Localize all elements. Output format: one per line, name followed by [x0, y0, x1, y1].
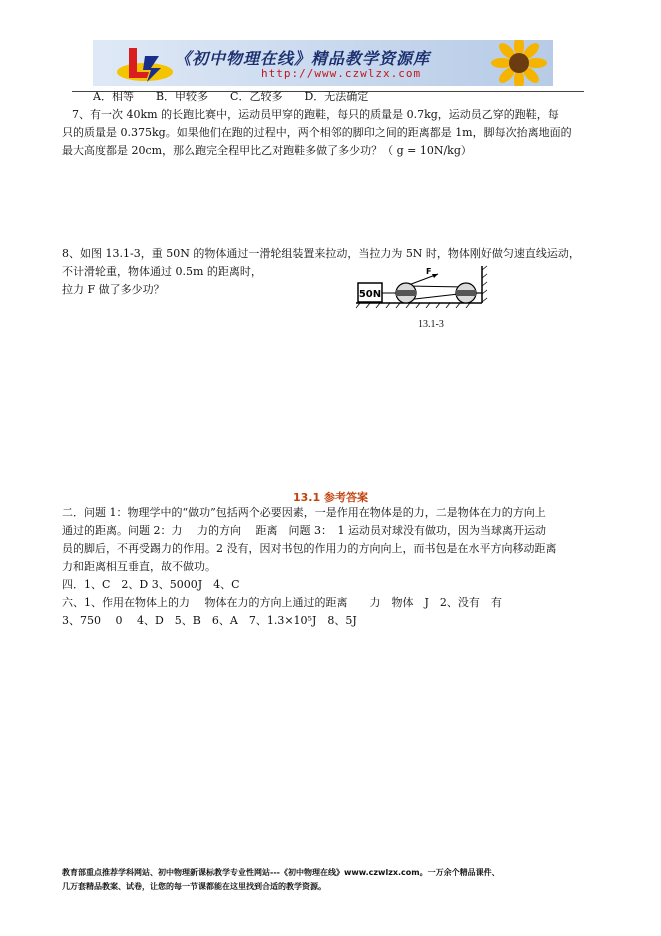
question-7-line: 只的质量是 0.375kg。如果他们在跑的过程中，两个相邻的脚印之间的距离都是 1m，脚每次抬离地面的: [62, 126, 572, 139]
answer-line: 通过的距离。问题 2：力 力的方向 距离 问题 3： 1 运动员对球没有做功，因为当球离开运动: [62, 524, 546, 537]
question-7-line: 最大高度都是 20cm，那么跑完全程甲比乙对跑鞋多做了多少功？（ g = 10N/kg）: [62, 144, 472, 157]
force-label: F: [426, 267, 432, 276]
logo-icon: [115, 42, 175, 86]
movable-pulley: [396, 283, 416, 303]
question-8-line: 不计滑轮重，物体通过 0.5m 的距离时，: [62, 265, 262, 278]
fixed-pulley: [456, 283, 476, 303]
banner-url[interactable]: http://www.czwlzx.com: [261, 67, 422, 80]
footer-line: 几万套精品教案、试卷，让您的每一节课都能在这里找到合适的教学资源。: [62, 882, 326, 891]
figure-caption: 13.1-3: [418, 319, 444, 330]
answer-line: 3、750 0 4、D 5、B 6、A 7、1.3×10⁵J 8、5J: [62, 614, 357, 627]
answer-line: 二．问题 1：物理学中的“做功”包括两个必要因素，一是作用在物体是的力，二是物体在力的方向上: [62, 506, 546, 519]
answer-line: 员的脚后，不再受踢力的作用。2 没有，因对书包的作用力的方向向上，而书包是在水平方向移动距离: [62, 542, 557, 555]
answer-line: 力和距离相互垂直，故不做功。: [62, 560, 216, 573]
pulley-figure: [356, 262, 492, 312]
answers-body: [62, 504, 557, 630]
header-banner: [93, 40, 553, 86]
weight-label: 50N: [358, 289, 382, 300]
question-8: [62, 245, 580, 299]
answer-line: 四．1、C 2、D 3、5000J 4、C: [62, 578, 240, 591]
question-8-line: 8、如图 13.1-3，重 50N 的物体通过一滑轮组装置来拉动，当拉力为 5N 时，物体刚好做匀速直线运动，: [62, 247, 580, 260]
answers-title: 13.1 参考答案: [293, 491, 368, 504]
question-7-line: 7、有一次 40km 的长跑比赛中，运动员甲穿的跑鞋，每只的质量是 0.7kg，运动员乙穿的跑鞋，每: [72, 108, 559, 121]
banner-title: 《初中物理在线》精品教学资源库: [175, 49, 431, 68]
question-8-line: 拉力 F 做了多少功？: [62, 283, 165, 296]
options-line: A．相等 B．甲较多 C．乙较多 D．无法确定: [93, 90, 369, 103]
footer: [62, 866, 500, 894]
answer-line: 六、1、作用在物体上的力 物体在力的方向上通过的距离 力 物体 J 2、没有 有: [62, 596, 502, 609]
question-7: [62, 106, 572, 160]
footer-line: 教育部重点推荐学科网站、初中物理新课标教学专业性网站---《初中物理在线》www.czwlzx.com。一万余个精品课件、: [62, 868, 500, 877]
sunflower-icon: [481, 40, 551, 86]
